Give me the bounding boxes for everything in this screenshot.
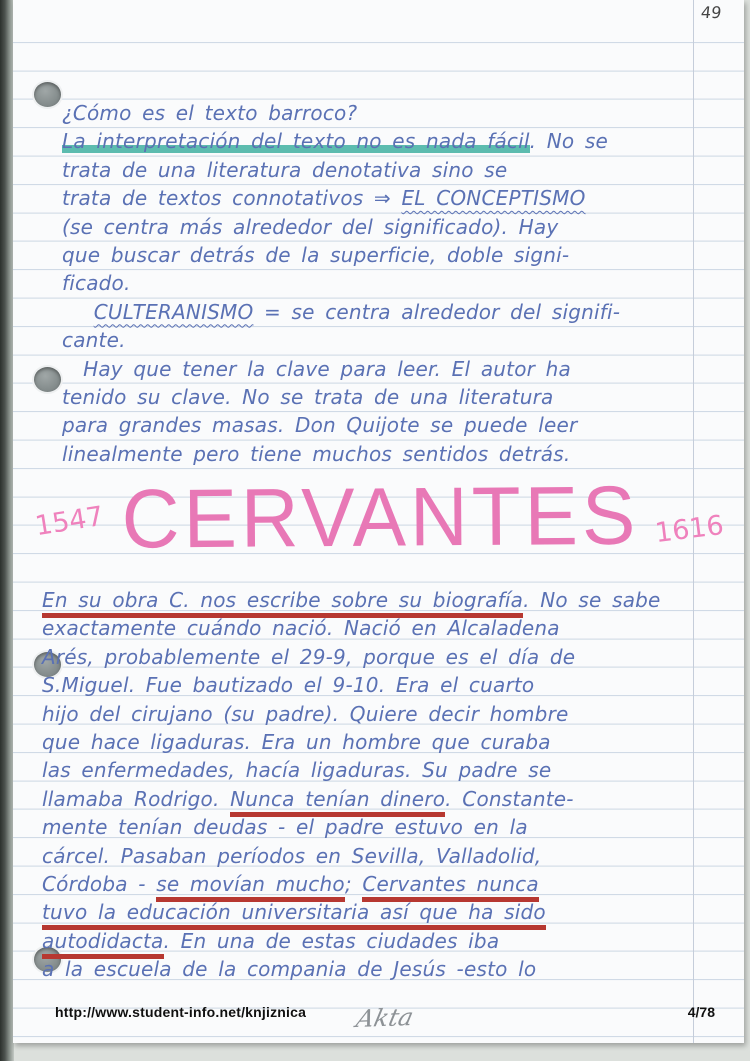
page-corner-number: 49 <box>700 3 723 22</box>
note-line <box>42 785 724 813</box>
note-line <box>62 213 722 241</box>
note-line <box>42 870 724 898</box>
marked-text-segment: tuvo la educación universitaria así que ha sido <box>42 900 546 930</box>
marked-text-segment: La interpretación del texto no es nada fácil <box>62 129 530 154</box>
note-line <box>42 728 724 756</box>
note-line <box>62 383 722 411</box>
text-segment: (se centra más alrededor del significado). Hay <box>62 214 559 239</box>
punch-hole <box>34 82 61 107</box>
note-line <box>62 298 722 326</box>
note-line <box>62 269 722 297</box>
note-line <box>62 156 722 184</box>
cervantes-heading <box>27 468 726 566</box>
heading-text: CERVANTES <box>121 468 640 566</box>
footer-page-indicator: 4/78 <box>687 1004 715 1020</box>
text-segment: Hay que tener la clave para leer. El autor ha <box>62 356 571 381</box>
note-line <box>62 440 722 468</box>
text-segment: trata de una literatura denotativa sino se <box>62 157 508 182</box>
text-segment: tenido su clave. No se trata de una literatura <box>62 384 554 409</box>
note-line <box>42 671 724 699</box>
note-line <box>42 955 724 983</box>
footer-signature: Akta <box>353 1003 417 1033</box>
text-segment: . En una de estas ciudades iba <box>163 928 500 953</box>
notes-section-baroque-text <box>62 99 722 468</box>
text-segment: cante. <box>62 328 126 353</box>
marked-text-segment: En su obra C. nos escribe sobre su biografía <box>42 588 523 618</box>
note-line <box>42 614 724 642</box>
death-year: 1616 <box>653 509 726 550</box>
note-line <box>62 99 722 127</box>
scan-left-edge <box>0 0 14 1061</box>
text-segment: . Constante- <box>445 786 574 811</box>
text-segment: ficado. <box>62 271 131 296</box>
note-line <box>62 184 722 212</box>
footer-url: http://www.student-info.net/knjiznica <box>55 1004 307 1020</box>
birth-year: 1547 <box>32 500 106 543</box>
text-segment: que buscar detrás de la superficie, doble signi- <box>62 242 570 267</box>
text-segment: llamaba Rodrigo. <box>42 786 231 811</box>
text-segment: . No se sabe <box>523 588 661 612</box>
text-segment: exactamente cuándo nació. Nació en Alcaladena <box>42 616 560 641</box>
text-segment <box>62 300 94 324</box>
text-segment: Córdoba - <box>42 871 157 896</box>
notes-section-cervantes-biography <box>42 586 724 983</box>
note-line <box>62 326 722 354</box>
text-segment: mente tenían deudas - el padre estuvo en la <box>42 815 528 840</box>
note-line <box>42 700 724 728</box>
note-line <box>42 842 724 870</box>
marked-text-segment: autodidacta <box>42 929 164 959</box>
marked-text-segment: Nunca tenían dinero <box>230 787 445 817</box>
text-segment: hijo del cirujano (su padre). Quiere decir hombre <box>42 701 569 726</box>
punch-hole <box>34 367 61 392</box>
text-segment: . No se <box>529 129 609 154</box>
footer <box>55 1004 715 1032</box>
note-line <box>62 127 722 155</box>
note-line <box>42 927 724 955</box>
text-segment: trata de textos connotativos ⇒ <box>62 186 402 211</box>
marked-text-segment: se movían mucho <box>156 872 345 902</box>
text-segment: cárcel. Pasaban períodos en Sevilla, Valladolid, <box>42 843 542 868</box>
text-segment: linealmente pero tiene muchos sentidos detrás. <box>62 441 571 466</box>
text-segment: ¿Cómo es el texto barroco? <box>62 101 358 125</box>
text-segment: para grandes masas. Don Quijote se puede leer <box>62 413 578 438</box>
note-line <box>62 411 722 439</box>
note-line <box>42 643 724 671</box>
text-segment: Arés, probablemente el 29-9, porque es el día de <box>42 644 576 669</box>
text-segment: S.Miguel. Fue bautizado el 9-10. Era el cuarto <box>42 673 535 698</box>
notebook-paper <box>13 0 744 1043</box>
note-line <box>62 355 722 383</box>
text-segment: = se centra alrededor del signifi- <box>253 299 621 324</box>
marked-text-segment: EL CONCEPTISMO <box>401 186 586 211</box>
note-line <box>42 756 724 784</box>
text-segment: a la escuela de la compania de Jesús -esto lo <box>42 957 537 982</box>
text-segment: las enfermedades, hacía ligaduras. Su padre se <box>42 758 552 783</box>
note-line <box>62 241 722 269</box>
marked-text-segment: CULTERANISMO <box>93 299 254 324</box>
text-segment: que hace ligaduras. Era un hombre que curaba <box>42 729 551 754</box>
marked-text-segment: Cervantes nunca <box>362 872 538 902</box>
note-line <box>42 813 724 841</box>
text-segment: ; <box>344 871 363 896</box>
note-line <box>42 898 724 926</box>
note-line <box>42 586 724 614</box>
